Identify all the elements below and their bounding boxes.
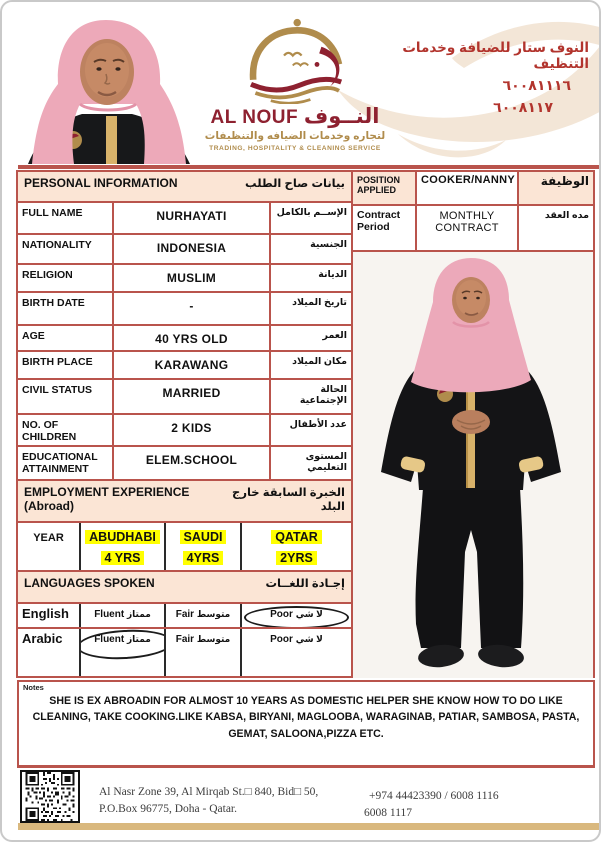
level-ar: ممتاز [126,634,151,644]
notes-text: SHE IS EX ABROADIN FOR ALMOST 10 YEARS AS DOMESTIC HELPER SHE KNOW HOW TO DO LIKE CLEANING, TAKE COOKING.LIKE KABSA, BIRYANI, MAGLOOBA, WARAGINAB, PATIAR, SAMBOSA, PASTA, GEMAT, SALOONA,PIZZA ETC. [32,695,580,740]
table-row-religion [18,265,351,293]
header-divider [18,165,599,169]
logo-tagline-english: TRADING, HOSPITALITY & CLEANING SERVICE [209,145,381,152]
logo-name-en: AL NOUF [210,107,299,128]
personal-info-table [16,170,353,678]
fluency-option-fair [166,604,242,627]
contract-label-ar: مده العقد [544,210,589,221]
language-name: English [18,604,81,627]
qr-code-pattern [22,772,78,821]
position-label-ar: الوظيفة [519,172,593,204]
row-value: NURHAYATI [114,203,271,233]
fluency-option-poor [242,629,351,676]
country-name: QATAR [271,530,322,544]
employment-experience-header [18,481,351,523]
row-value: 2 KIDS [114,415,271,445]
row-label-ar: الديانة [318,269,347,280]
row-label-ar: العمر [322,330,347,341]
row-value: KARAWANG [114,352,271,378]
row-label: NO. OF CHILDREN [18,415,114,445]
table-row-children [18,415,351,447]
table-row-age [18,326,351,352]
row-label-ar: تاريخ الميلاد [292,297,347,308]
level-ar: ممتاز [126,609,151,619]
phone-line-1: +974 44423390 / 6008 1116 [369,790,499,802]
address-line-1: Al Nasr Zone 39, Al Mirqab St.□ 840, Bid□ 50, [99,786,319,798]
notes-section [17,680,595,768]
level-en: Fluent [94,634,125,645]
row-value: ELEM.SCHOOL [114,447,271,479]
applicant-full-body-illustration [353,252,593,678]
row-value: 40 YRS OLD [114,326,271,350]
section-title-en: EMPLOYMENT EXPERIENCE (Abroad) [24,485,190,513]
languages-spoken-header [18,572,351,604]
level-en: Poor [270,634,293,645]
qr-code [20,770,80,823]
language-row-english [18,604,351,629]
position-table [351,170,595,678]
year-label: YEAR [18,523,81,570]
fluency-option-fair [166,629,242,676]
row-label: FULL NAME [18,203,114,233]
row-label-ar: مكان الميلاد [292,356,347,367]
row-value: INDONESIA [114,235,271,263]
level-en: Fluent [94,609,125,620]
section-title-ar: الخبرة السابقة خارج البلد [232,487,345,513]
employment-entry-saudi [166,523,242,570]
language-name: Arabic [18,629,81,676]
fluency-option-fluent [81,629,166,676]
personal-info-header [18,172,351,203]
level-en: Poor [270,609,293,620]
logo-name-ar: النــوف [303,105,380,128]
level-ar: لا شي [295,634,323,644]
section-title-ar: إجـادة اللغــات [265,578,345,590]
row-label-ar: الإســم بالكامل [276,207,347,218]
row-value: MARRIED [114,380,271,413]
fluency-option-poor [242,604,351,627]
employment-entry-abudhabi [81,523,166,570]
country-name: ABUDHABI [85,530,160,544]
section-title-en: LANGUAGES SPOKEN [24,576,155,590]
table-row-full-name [18,203,351,235]
row-label: EDUCATIONAL ATTAINMENT [18,447,114,479]
footer-address [99,784,318,819]
logo-tagline-arabic: لتجاره وخدمات الضيافه والتنظيفات [204,130,386,142]
contract-period-row [353,206,593,252]
row-label-ar: المستوى التعليمي [305,451,347,474]
row-label: BIRTH DATE [18,293,114,324]
al-nouf-logo-graphic [239,16,351,104]
notes-label: Notes [23,683,44,692]
employment-entry-qatar [242,523,351,570]
years-count: 4 YRS [101,551,145,565]
footer-bar [18,823,599,830]
level-ar: متوسط [196,634,231,644]
years-count: 2YRS [276,551,317,565]
table-row-birth-place [18,352,351,380]
row-label: BIRTH PLACE [18,352,114,378]
phone-number-arabic-2: ٦٠٠٨١١٧ [493,99,553,115]
position-applied-row [353,172,593,206]
row-label: NATIONALITY [18,235,114,263]
contract-value: MONTHLY CONTRACT [417,206,519,250]
company-title-arabic: النوف ستار للضيافة وخدمات التنظيف [402,40,589,71]
employment-year-row [18,523,351,572]
level-ar: لا شي [295,609,323,619]
level-en: Fair [175,634,195,645]
section-title-ar: بيانات صاح الطلب [245,178,345,190]
table-row-education [18,447,351,481]
years-count: 4YRS [183,551,224,565]
contract-label: Contract Period [353,206,417,250]
address-line-2: P.O.Box 96775, Doha - Qatar. [99,803,237,816]
phone-number-arabic-1: ٦٠٠٨١١١٦ [502,77,571,93]
row-label-ar: الحالة الإجتماعية [299,384,347,407]
row-label: RELIGION [18,265,114,291]
level-en: Fair [175,609,195,620]
row-label: CIVIL STATUS [18,380,114,413]
row-label-ar: الجنسية [310,239,347,250]
table-row-birth-date [18,293,351,326]
fluency-selection-circle [81,629,166,661]
country-name: SAUDI [180,530,227,544]
phone-line-2: 6008 1117 [364,806,413,819]
language-row-arabic [18,629,351,676]
footer-phone-numbers [364,788,499,821]
header-contact-block [359,40,591,116]
fluency-option-fluent [81,604,166,627]
section-title-en: PERSONAL INFORMATION [24,176,178,190]
position-value: COOKER/NANNY [417,172,519,204]
row-value: MUSLIM [114,265,271,291]
level-ar: متوسط [196,609,231,619]
position-label: POSITION APPLIED [353,172,417,204]
row-value: - [114,293,271,324]
row-label: AGE [18,326,114,350]
table-row-nationality [18,235,351,265]
row-label-ar: عدد الأطفال [289,419,347,430]
table-row-civil-status [18,380,351,415]
fluency-selection-circle [244,606,349,627]
applicant-portrait-photo [10,12,208,164]
